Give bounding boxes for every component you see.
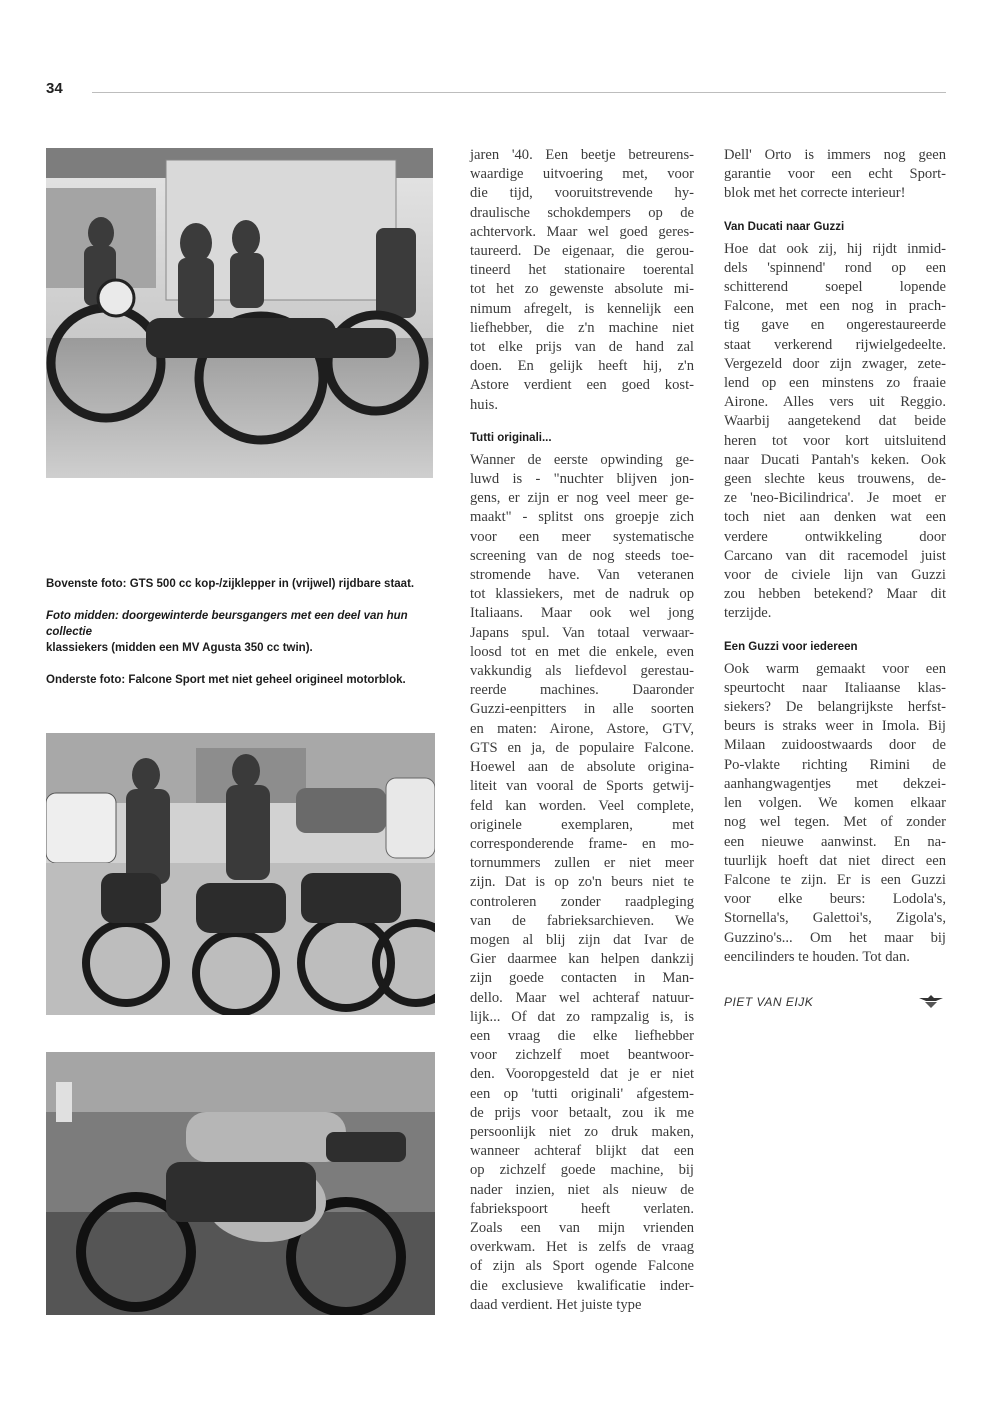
photo-middle-collectors: [46, 733, 435, 1015]
text-line: mogen al blij zijn dat Ivar de: [470, 931, 694, 948]
photo-middle-image: [46, 733, 435, 1015]
text-line: siekers? De belangrijkste herfst-: [724, 699, 946, 716]
text-line: en maten: Airone, Astore, GTV,: [470, 720, 694, 737]
text-line: terzijde.: [724, 605, 772, 622]
text-line: of zijn als Sport ogende Falcone: [470, 1258, 694, 1275]
text-line: Falcone, met een nog in prach-: [724, 298, 946, 315]
text-line: nader inzien, niet als nieuw de: [470, 1181, 694, 1198]
text-line: overkwam. Het is zelfs de vraag: [470, 1239, 694, 1256]
text-line: maakt" - splitst ons groepje zich: [470, 509, 694, 526]
text-line: zijn goede contacten in Man-: [470, 970, 694, 987]
text-line: zijn. Dat is op zo'n beurs niet te: [470, 874, 694, 891]
text-line: jaren '40. Een beetje betreurens-: [470, 147, 694, 163]
author-row: [724, 993, 946, 1013]
text-line: corresponderende frame- en mo-: [470, 835, 694, 852]
caption-top: Bovenste foto: GTS 500 cc kop-/zijklepper in (vrijwel) rijdbare staat.: [46, 578, 415, 590]
text-line: tig gave en ongerestaureerde: [724, 317, 946, 334]
text-line: Carcano van dit racemodel juist: [724, 547, 946, 564]
paragraph-intro: [470, 146, 694, 415]
page-number: 34: [46, 80, 63, 97]
photo-top-motorcycles: [46, 148, 433, 478]
text-line: gens, er zijn er nog veel meer ge-: [470, 490, 694, 507]
paragraph-dellorto: [724, 146, 946, 204]
text-line: beurs is straks weer in Imola. Bij: [724, 718, 946, 735]
text-line: liefhebber, die z'n machine niet: [470, 319, 694, 336]
text-line: doen. En gelijk heeft hij, z'n: [470, 358, 694, 375]
text-line: lijk... Of dat zo rampzalig is, is: [470, 1008, 694, 1025]
text-line: Hoe dat ook zij, hij rijdt inmid-: [724, 240, 946, 257]
text-line: Airone. Alles vers uit Reggio.: [724, 394, 946, 411]
text-line: aanhangwagentjes met dekzei-: [724, 775, 946, 792]
text-line: verdere ontwikkeling door: [724, 528, 946, 545]
text-line: Vergezeld door zijn zwager, zete-: [724, 355, 946, 372]
text-line: draulische schokdempers op de: [470, 204, 694, 221]
text-line: naar Ducati Pantah's keken. Ook: [724, 451, 946, 468]
text-line: loosd tot en met die enkele, even: [470, 643, 694, 660]
text-line: Waarbij aangetekend dat beide: [724, 413, 946, 430]
text-line: geen slechte keus trouwens, de-: [724, 471, 946, 488]
text-line: van de fabrieksarchieven. We: [470, 912, 694, 929]
text-line: lend op een minstens zo fraaie: [724, 375, 946, 392]
paragraph-ducati: [724, 240, 946, 624]
text-line: waardige uitvoering met, voor: [470, 166, 694, 183]
text-line: Japans spul. Van totaal verwaar-: [470, 624, 694, 641]
photo-captions: [46, 576, 446, 704]
heading-tutti-originali: Tutti originali...: [470, 431, 552, 444]
text-line: die exclusieve kwalificatie inder-: [470, 1277, 694, 1294]
text-line: eencilinders te houden. Tot dan.: [724, 948, 910, 965]
text-line: reerde machines. Daaronder: [470, 682, 694, 699]
photo-bottom-image: [46, 1052, 435, 1315]
text-line: Zoals een van mijn vrienden: [470, 1219, 694, 1236]
text-line: zou hebben betekend? Maar dit: [724, 586, 946, 603]
text-line: een nieuwe aanwinst. En na-: [724, 833, 946, 850]
text-line: een vraag die elke liefhebber: [470, 1027, 694, 1044]
text-line: staat verkerend rijwielgedeelte.: [724, 336, 946, 353]
text-line: garantie voor een echt Sport-: [724, 166, 946, 183]
text-line: nimum afregelt, is kennelijk een: [470, 300, 694, 317]
text-line: fabriekspoort heeft verlaten.: [470, 1200, 694, 1217]
text-line: Po-vlakte richting Rimini de: [724, 756, 946, 773]
text-line: tot elke prijs van de hand zal: [470, 339, 694, 356]
text-line: wanneer achteraf blijkt dat een: [470, 1143, 694, 1160]
text-line: Italiaans. Maar ook wel jong: [470, 605, 694, 622]
text-line: op zichzelf goede machine, bij: [470, 1162, 694, 1179]
text-line: tot klassiekers, met de nadruk op: [470, 586, 694, 603]
text-line: schitterend soepel lopende: [724, 279, 946, 296]
paragraph-tutti: [470, 451, 694, 1315]
text-line: GTS en ja, de populaire Falcone.: [470, 739, 694, 756]
text-line: heren tot voor kort uitsluitend: [724, 432, 946, 449]
text-line: blok met het correcte interieur!: [724, 185, 906, 202]
text-line: Ook warm gemaakt voor een: [724, 660, 946, 677]
text-line: tornummers zullen er niet meer: [470, 855, 694, 872]
text-line: dels 'spinnend' rond op een: [724, 259, 946, 276]
text-line: stromende have. Van veteranen: [470, 567, 694, 584]
text-line: de prijs voor betaalt, zou ik me: [470, 1104, 694, 1121]
text-line: Guzzi-eenpitters in alle soorten: [470, 701, 694, 718]
article-column-middle: [470, 146, 694, 1315]
text-line: Milaan zuidoostwaards door de: [724, 737, 946, 754]
heading-een-guzzi-voor-iedereen: Een Guzzi voor iedereen: [724, 640, 858, 653]
text-line: speurtocht naar Italiaanse klas-: [724, 679, 946, 696]
text-line: vakkundig als liefdevol gerestau-: [470, 663, 694, 680]
text-line: Gier daarmee kan helpen dankzij: [470, 951, 694, 968]
text-line: Stornella's, Galettoi's, Zigola's,: [724, 910, 946, 927]
text-line: len volgen. We komen elkaar: [724, 795, 946, 812]
text-line: luwd is - "nuchter blijven jon-: [470, 471, 694, 488]
text-line: liteit van vooral de Sports getwij-: [470, 778, 694, 795]
text-line: ze 'neo-Bicilindrica'. Je moet er: [724, 490, 946, 507]
text-line: persoonlijk niet zo druk maken,: [470, 1123, 694, 1140]
text-line: voor de civiele lijn van Guzzi: [724, 567, 946, 584]
photo-top-image: [46, 148, 433, 478]
text-line: die tijd, vooruitstrevende hy-: [470, 185, 694, 202]
text-line: feld kan worden. Veel complete,: [470, 797, 694, 814]
heading-van-ducati-naar-guzzi: Van Ducati naar Guzzi: [724, 220, 845, 233]
caption-middle: Foto midden: doorgewinterde beursgangers met een deel van hun collectie klassiekers (midden een MV Agusta 350 cc twin).: [46, 610, 408, 654]
text-line: screening van de nog steeds toe-: [470, 547, 694, 564]
text-line: tuurlijk hoeft dat niet direct een: [724, 852, 946, 869]
text-line: nog wel tegen. Met of zonder: [724, 814, 946, 831]
text-line: dello. Maar wel achteraf natuur-: [470, 989, 694, 1006]
paragraph-iedereen: [724, 660, 946, 967]
caption-bottom: Onderste foto: Falcone Sport met niet geheel origineel motorblok.: [46, 674, 406, 686]
text-line: voor zichzelf moet beantwoor-: [470, 1047, 694, 1064]
text-line: huis.: [470, 396, 498, 413]
text-line: Dell' Orto is immers nog geen: [724, 147, 946, 163]
text-line: achtervork. Maar wel goed geres-: [470, 223, 694, 240]
text-line: taureerd. De eigenaar, die gerou-: [470, 243, 694, 260]
text-line: toch niet aan denken wat een: [724, 509, 946, 526]
text-line: daad verdient. Het juiste type: [470, 1296, 642, 1313]
text-line: Astore verdient een goed kost-: [470, 377, 694, 394]
text-line: voor een meer systematische: [470, 528, 694, 545]
text-line: Falcone te zijn. Er is een Guzzi: [724, 871, 946, 888]
text-line: Wanner de eerste opwinding ge-: [470, 451, 694, 468]
photo-bottom-falcone: [46, 1052, 435, 1315]
text-line: controleren zonder raadpleging: [470, 893, 694, 910]
text-line: Guzzino's... Om het maar bij: [724, 929, 946, 946]
text-line: Hoewel aan de absolute origina-: [470, 759, 694, 776]
text-line: tot het zo gewenste absolute mi-: [470, 281, 694, 298]
text-line: tineerd het stationaire toerental: [470, 262, 694, 279]
text-line: voor elke beurs: Lodola's,: [724, 891, 946, 908]
author-name: PIET VAN EIJK: [724, 994, 814, 1009]
eagle-logo-icon: [918, 993, 944, 1009]
header-rule: [92, 92, 946, 93]
article-column-right: [724, 146, 946, 1013]
text-line: originele exemplaren, met: [470, 816, 694, 833]
text-line: den. Vooropgesteld dat je er niet: [470, 1066, 694, 1083]
text-line: een op 'tutti originali' afgestem-: [470, 1085, 694, 1102]
